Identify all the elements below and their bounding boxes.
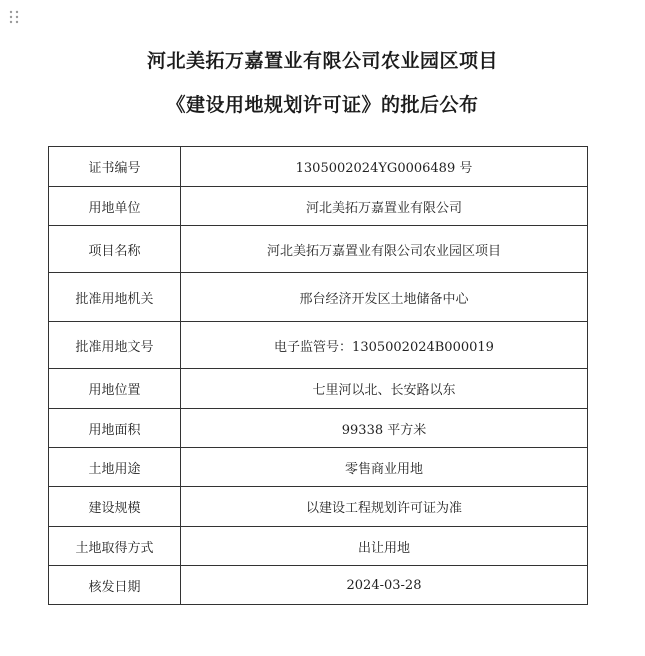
table-row [49, 322, 588, 369]
row-label: 批准用地文号 [49, 322, 181, 369]
row-label: 土地用途 [49, 448, 181, 487]
row-label: 核发日期 [49, 566, 181, 605]
row-label: 土地取得方式 [49, 527, 181, 566]
table-row [49, 487, 588, 527]
row-value: 1305002024YG0006489 号 [181, 147, 588, 187]
row-label: 用地面积 [49, 409, 181, 448]
table-row [49, 226, 588, 273]
page-title: 河北美拓万嘉置业有限公司农业园区项目 [146, 50, 498, 72]
row-label: 用地位置 [49, 369, 181, 409]
table-row [49, 566, 588, 605]
table-row [49, 409, 588, 448]
table-row [49, 273, 588, 322]
table-row [49, 527, 588, 566]
row-label: 证书编号 [49, 147, 181, 187]
table-row [49, 147, 588, 187]
row-value: 出让用地 [181, 527, 588, 566]
row-value: 以建设工程规划许可证为准 [181, 487, 588, 527]
row-label: 用地单位 [49, 187, 181, 226]
row-value: 零售商业用地 [181, 448, 588, 487]
table-row [49, 369, 588, 409]
row-label: 项目名称 [49, 226, 181, 273]
row-value: 2024-03-28 [181, 566, 588, 605]
row-value: 河北美拓万嘉置业有限公司农业园区项目 [181, 226, 588, 273]
table-row [49, 187, 588, 226]
page-subtitle: 《建设用地规划许可证》的批后公布 [166, 94, 479, 116]
row-value: 电子监管号：1305002024B000019 [181, 322, 588, 369]
row-value: 99338 平方米 [181, 409, 588, 448]
row-label: 建设规模 [49, 487, 181, 527]
row-value: 河北美拓万嘉置业有限公司 [181, 187, 588, 226]
row-value: 邢台经济开发区土地储备中心 [181, 273, 588, 322]
row-value: 七里河以北、长安路以东 [181, 369, 588, 409]
drag-handle-icon[interactable] [8, 9, 20, 25]
table-row [49, 448, 588, 487]
permit-table [48, 146, 588, 605]
row-label: 批准用地机关 [49, 273, 181, 322]
